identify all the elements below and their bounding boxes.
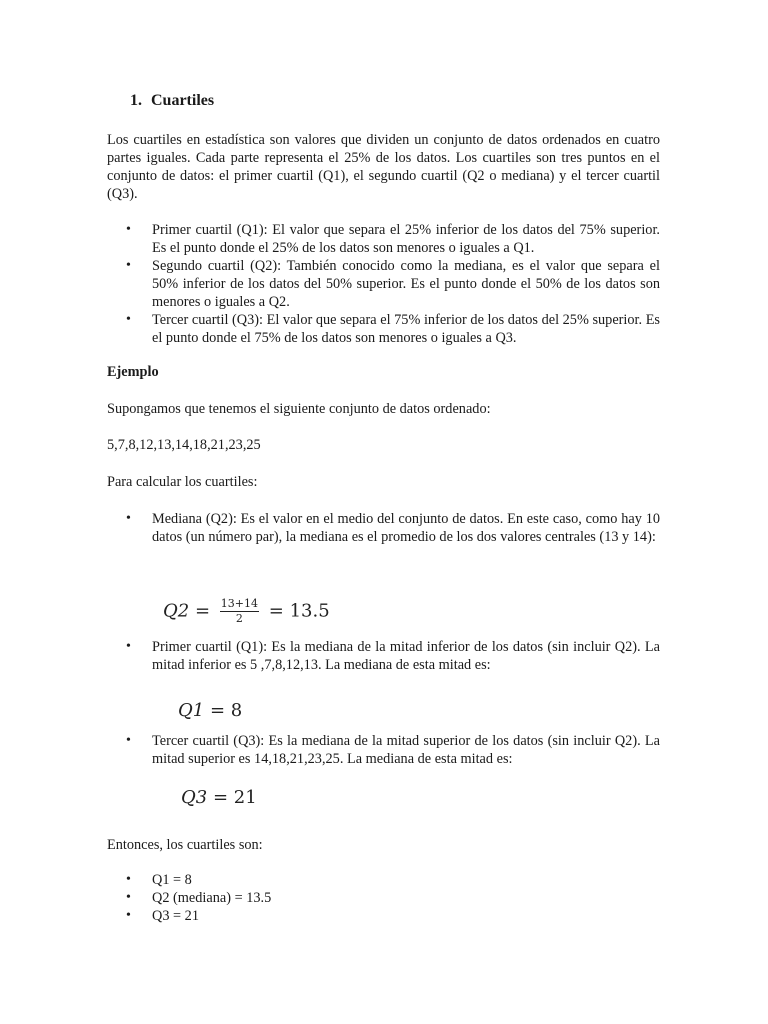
formula-result: 13.5 — [289, 600, 330, 622]
formula-result: 8 — [230, 700, 243, 721]
list-item — [126, 311, 660, 347]
calc-intro: Para calcular los cuartiles: — [107, 474, 258, 490]
conclusion: Entonces, los cuartiles son: — [107, 837, 263, 853]
formula-lhs: Q3 — [181, 787, 208, 808]
list-item — [126, 732, 660, 768]
step-median — [126, 510, 660, 546]
formula-lhs: Q1 — [178, 700, 205, 721]
step-q3 — [126, 732, 660, 768]
formula-equals: = — [194, 600, 211, 622]
bullet-icon: • — [126, 733, 131, 748]
step-text: Mediana (Q2): Es el valor en el medio del conjunto de datos. En este caso, como hay 10 datos (un número par), la mediana es el promedio de los dos valores centrales (13 y 14): — [152, 511, 660, 545]
section-number: 1. — [130, 92, 142, 109]
formula-equals: = — [209, 700, 226, 721]
section-heading — [130, 92, 214, 110]
definition-q1: Primer cuartil (Q1): El valor que separa el 25% inferior de los datos del 75% superior. Es el punto donde el 25% de los datos son menores o iguales a Q1. — [152, 222, 660, 256]
list-item — [126, 510, 660, 546]
summary-list — [126, 871, 660, 925]
list-item — [126, 257, 660, 311]
bullet-icon: • — [126, 222, 131, 237]
bullet-icon: • — [126, 872, 131, 887]
intro-paragraph: Los cuartiles en estadística son valores que dividen un conjunto de datos ordenados en cuatro partes iguales. Cada parte representa el 25% de los datos. Los cuartiles son tres puntos en el conjunto de datos: el primer cuartil (Q1), el segundo cuartil (Q2 o mediana) y el tercer cuartil (Q3). — [107, 132, 660, 202]
step-text: Tercer cuartil (Q3): Es la mediana de la mitad superior de los datos (sin incluir Q2). La mitad superior es 14,18,21,23,25. La mediana de esta mitad es: — [152, 733, 660, 767]
definition-q2: Segundo cuartil (Q2): También conocido como la mediana, es el valor que separa el 50% inferior de los datos del 50% superior. Es el punto donde el 50% de los datos son menores o iguales a Q2. — [152, 258, 660, 310]
summary-q2: Q2 (mediana) = 13.5 — [152, 890, 272, 906]
definitions-list — [126, 221, 660, 347]
bullet-icon: • — [126, 312, 131, 327]
list-item — [126, 221, 660, 257]
formula-equals: = — [212, 787, 229, 808]
formula-fraction — [220, 598, 259, 625]
formula-q1 — [178, 700, 242, 721]
bullet-icon: • — [126, 511, 131, 526]
step-text: Primer cuartil (Q1): Es la mediana de la mitad inferior de los datos (sin incluir Q2). La mitad inferior es 5 ,7,8,12,13. La mediana de esta mitad es: — [152, 639, 660, 673]
formula-result: 21 — [233, 787, 257, 808]
formula-lhs: Q2 — [163, 600, 190, 622]
section-title: Cuartiles — [151, 92, 215, 109]
summary-q1: Q1 = 8 — [152, 872, 192, 888]
list-item — [126, 871, 660, 889]
list-item — [126, 889, 660, 907]
formula-equals: = — [268, 600, 284, 622]
fraction-denominator: 2 — [235, 612, 243, 625]
example-title: Ejemplo — [107, 364, 159, 380]
example-intro: Supongamos que tenemos el siguiente conjunto de datos ordenado: — [107, 401, 491, 417]
definition-q3: Tercer cuartil (Q3): El valor que separa el 75% inferior de los datos del 25% superior. Es el punto donde el 75% de los datos son menores o iguales a Q3. — [152, 312, 660, 346]
step-q1 — [126, 638, 660, 674]
bullet-icon: • — [126, 639, 131, 654]
bullet-icon: • — [126, 908, 131, 923]
bullet-icon: • — [126, 258, 131, 273]
summary-q3: Q3 = 21 — [152, 908, 199, 924]
formula-q2 — [163, 598, 330, 625]
list-item — [126, 638, 660, 674]
bullet-icon: • — [126, 890, 131, 905]
data-set: 5,7,8,12,13,14,18,21,23,25 — [107, 437, 261, 453]
formula-q3 — [181, 787, 257, 808]
list-item — [126, 907, 660, 925]
fraction-numerator: 13+14 — [220, 597, 258, 610]
